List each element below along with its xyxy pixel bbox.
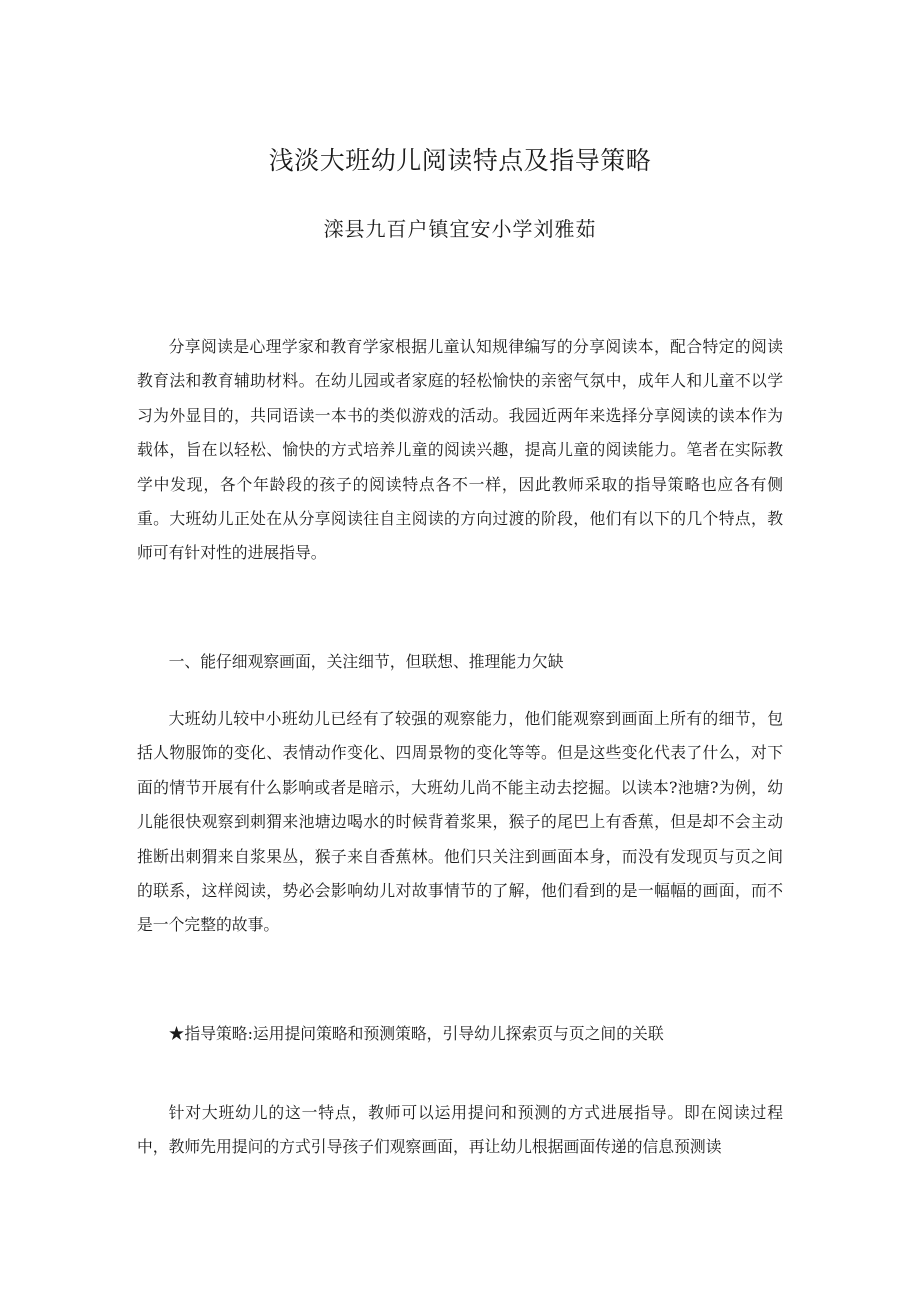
paragraph-observation: 大班幼儿较中小班幼儿已经有了较强的观察能力，他们能观察到画面上所有的细节，包括人物服饰的变化、表情动作变化、四周景物的变化等等。但是这些变化代表了什么，对下面的情节开展有什么影响或者是暗示，大班幼儿尚不能主动去挖掘。以读本?池塘?为例，幼儿能很快观察到刺猬来池塘边喝水的时候背着浆果，猴子的尾巴上有香蕉，但是却不会主动推断出刺猬来自浆果丛，猴子来自香蕉林。他们只关注到画面本身，而没有发现页与页之间的联系，这样阅读，势必会影响幼儿对故事情节的了解，他们看到的是一幅幅的画面，而不是一个完整的故事。 bbox=[137, 709, 783, 935]
paragraph-intro: 分享阅读是心理学家和教育学家根据儿童认知规律编写的分享阅读本，配合特定的阅读教育法和教育辅助材料。在幼儿园或者家庭的轻松愉快的亲密气氛中，成年人和儿童不以学习为外显目的，共同语读一本书的类似游戏的活动。我园近两年来选择分享阅读的读本作为载体，旨在以轻松、愉快的方式培养儿童的阅读兴趣，提高儿童的阅读能力。笔者在实际教学中发现，各个年龄段的孩子的阅读特点各不一样，因此教师采取的指导策略也应各有侧重。大班幼儿正处在从分享阅读往自主阅读的方向过渡的阶段，他们有以下的几个特点，教师可有针对性的进展指导。 bbox=[137, 337, 783, 563]
paragraph-strategy: 针对大班幼儿的这一特点，教师可以运用提问和预测的方式进展指导。即在阅读过程中，教师先用提问的方式引导孩子们观察画面，再让幼儿根据画面传递的信息预测读 bbox=[137, 1103, 783, 1157]
document-title: 浅淡大班幼儿阅读特点及指导策略 bbox=[268, 146, 652, 175]
section-heading: 一、能仔细观察画面，关注细节，但联想、推理能力欠缺 bbox=[168, 652, 564, 671]
document-author: 滦县九百户镇宜安小学刘雅茹 bbox=[323, 217, 597, 241]
strategy-heading: ★指导策略:运用提问策略和预测策略，引导幼儿探索页与页之间的关联 bbox=[168, 1024, 664, 1043]
